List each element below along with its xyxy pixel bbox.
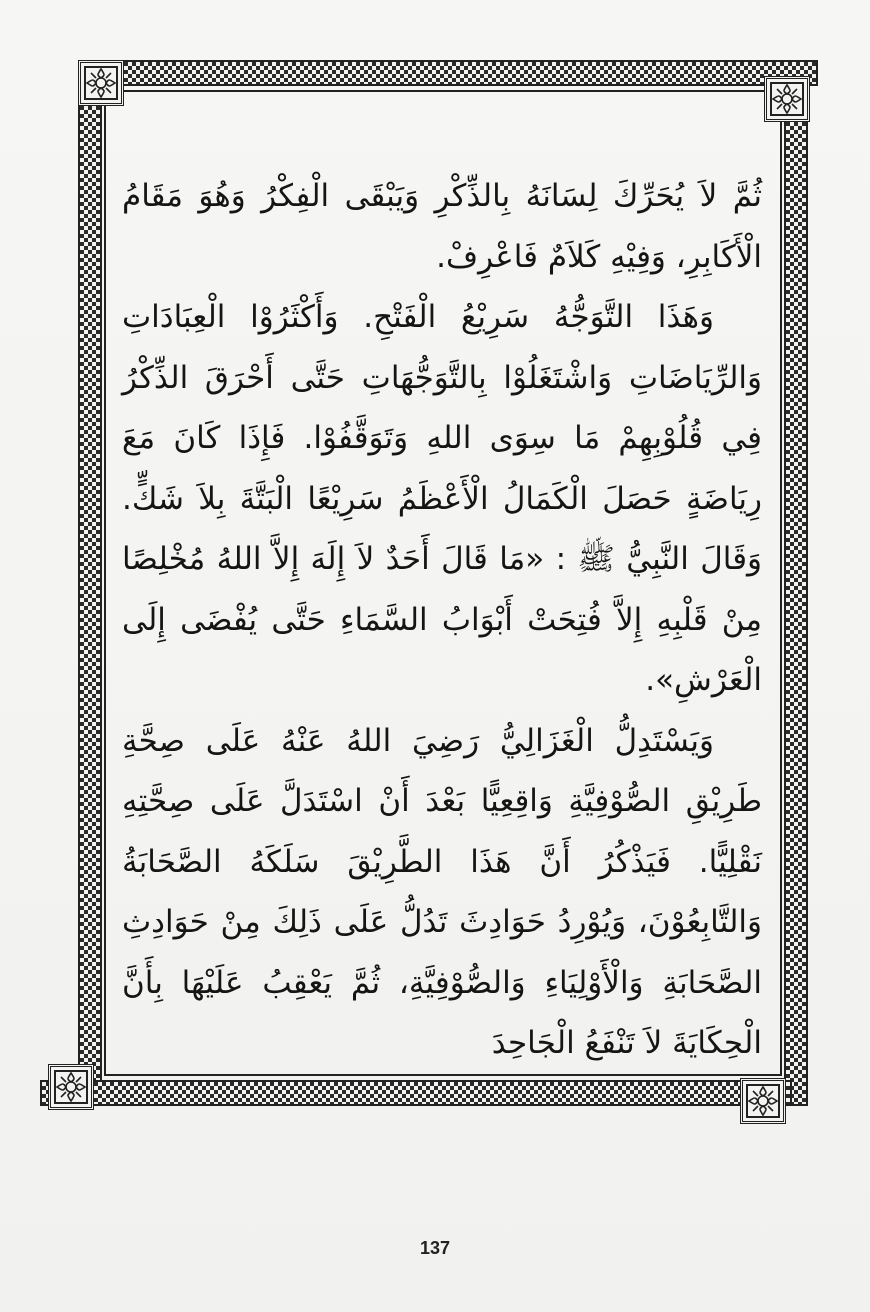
border-top bbox=[78, 60, 818, 86]
border-left bbox=[78, 60, 102, 1106]
paragraph-1: ثُمَّ لاَ يُحَرِّكَ لِسَانَهُ بِالذِّكْرِ وَيَبْقَى الْفِكْرُ وَهُوَ مَقَامُ الْأَكَابِرِ، وَفِيْهِ كَلاَمٌ فَاعْرِفْ. bbox=[122, 178, 762, 275]
corner-ornament-bottom-left bbox=[48, 1064, 94, 1110]
floral-rosette-icon bbox=[53, 1069, 89, 1105]
floral-rosette-icon bbox=[769, 81, 805, 117]
corner-ornament-top-left bbox=[78, 60, 124, 106]
border-right bbox=[784, 76, 808, 1106]
floral-rosette-icon bbox=[83, 65, 119, 101]
paragraph-2: وَهَذَا التَّوَجُّهُ سَرِيْعُ الْفَتْحِ. وَأَكْثَرُوْا الْعِبَادَاتِ وَالرِّيَاضَاتِ وَاشْتَغَلُوْا بِالتَّوَجُّهَاتِ حَتَّى أَحْرَقَ الذِّكْرُ فِي قُلُوْبِهِمْ مَا سِوَى اللهِ وَتَوَقَّفُوْا. فَإِذَا كَانَ مَعَ رِيَاضَةٍ حَصَلَ الْكَمَالُ الْأَعْظَمُ سَرِيْعًا الْبَتَّةَ بِلاَ شَكٍّ. وَقَالَ النَّبِيُّ ﷺ : «مَا قَالَ أَحَدٌ لاَ إِلَهَ إِلاَّ اللهُ مُخْلِصًا مِنْ قَلْبِهِ إِلاَّ فُتِحَتْ أَبْوَابُ السَّمَاءِ حَتَّى يُفْضَى إِلَى الْعَرْشِ». bbox=[122, 299, 762, 698]
page-number: 137 bbox=[419, 1238, 451, 1258]
floral-rosette-icon bbox=[745, 1083, 781, 1119]
border-bottom bbox=[40, 1080, 792, 1106]
corner-ornament-bottom-right bbox=[740, 1078, 786, 1124]
paragraph-3: وَيَسْتَدِلُّ الْغَزَالِيُّ رَضِيَ اللهُ عَنْهُ عَلَى صِحَّةِ طَرِيْقِ الصُّوْفِيَّةِ وَاقِعِيًّا بَعْدَ أَنْ اسْتَدَلَّ عَلَى صِحَّتِهِ نَقْلِيًّا. فَيَذْكُرُ أَنَّ هَذَا الطَّرِيْقَ سَلَكَهُ الصَّحَابَةُ وَالتَّابِعُوْنَ، وَيُوْرِدُ حَوَادِثَ تَدُلُّ عَلَى ذَلِكَ مِنْ حَوَادِثِ الصَّحَابَةِ وَالْأَوْلِيَاءِ وَالصُّوْفِيَّةِ، ثُمَّ يَعْقِبُ عَلَيْهَا بِأَنَّ الْحِكَايَةَ لاَ تَنْفَعُ الْجَاحِدَ bbox=[122, 722, 762, 1061]
body-text bbox=[122, 166, 762, 1074]
corner-ornament-top-right bbox=[764, 76, 810, 122]
